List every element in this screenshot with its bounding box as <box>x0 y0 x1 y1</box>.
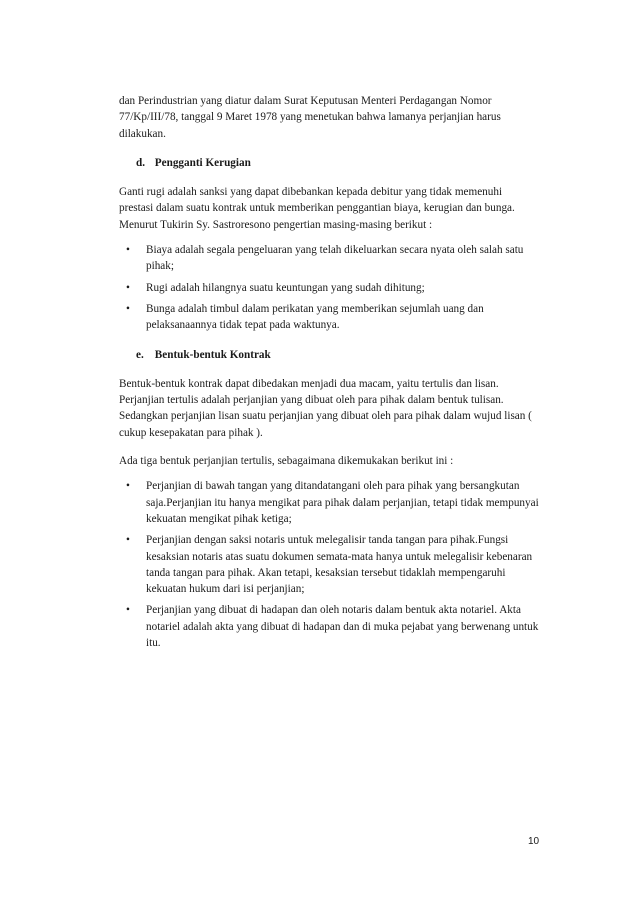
section-e-bullet-list <box>119 478 539 651</box>
paragraph-gap <box>119 441 539 453</box>
section-e-paragraph-2: Ada tiga bentuk perjanjian tertulis, sebagaimana dikemukakan berikut ini : <box>119 455 454 468</box>
list-item <box>119 478 539 527</box>
list-item-text: Biaya adalah segala pengeluaran yang telah dikeluarkan secara nyata oleh salah satu pihak; <box>146 244 524 273</box>
page-content <box>119 93 539 656</box>
section-d-paragraph: Ganti rugi adalah sanksi yang dapat dibebankan kepada debitur yang tidak memenuhi prestasi dalam suatu kontrak untuk memberikan penggantian biaya, kerugian dan bunga. Menurut Tukirin Sy. Sastroresono pengertian masing-masing berikut : <box>119 186 515 231</box>
list-item <box>119 602 539 651</box>
page-number: 10 <box>528 836 540 847</box>
list-item-text: Perjanjian dengan saksi notaris untuk melegalisir tanda tangan para pihak.Fungsi kesaksian notaris atas suatu dokumen semata-mata hanya untuk melegalisir kebenaran tanda tangan para pihak. Akan tetapi, kesaksian tersebut tidaklah mempengaruhi kekuatan hukum dari isi perjanjian; <box>146 534 533 596</box>
section-d-bullet-list <box>119 242 539 333</box>
section-d-heading <box>136 155 539 171</box>
bullet-icon: • <box>126 244 130 257</box>
list-item-text: Perjanjian yang dibuat di hadapan dan oleh notaris dalam bentuk akta notariel. Akta notariel adalah akta yang dibuat di hadapan dan di muka pejabat yang berwenang untuk itu. <box>146 604 539 650</box>
bullet-icon: • <box>126 302 130 315</box>
section-d-title: Pengganti Kerugian <box>154 156 251 169</box>
bullet-icon: • <box>126 604 130 617</box>
section-e-paragraph-1: Bentuk-bentuk kontrak dapat dibedakan menjadi dua macam, yaitu tertulis dan lisan. Perjanjian tertulis adalah perjanjian yang dibuat oleh para pihak dalam bentuk tulisan. Sedangkan perjanjian lisan suatu perjanjian yang dibuat oleh para pihak dalam wujud lisan ( cukup kesepakatan para pihak ). <box>119 377 532 439</box>
bullet-icon: • <box>126 480 130 493</box>
list-item-text: Perjanjian di bawah tangan yang ditandatangani oleh para pihak yang bersangkutan saja.Perjanjian itu hanya mengikat para pihak dalam perjanjian, tetapi tidak mempunyai kekuatan mengikat pihak ketiga; <box>146 480 539 525</box>
list-item <box>119 301 539 334</box>
list-item <box>119 242 539 275</box>
section-e-heading <box>136 347 539 363</box>
section-d-number: d. <box>136 156 146 169</box>
list-item <box>119 532 539 597</box>
list-item-text: Bunga adalah timbul dalam perikatan yang memberikan sejumlah uang dan pelaksanaannya tidak tepat pada waktunya. <box>146 302 484 332</box>
section-e-number: e. <box>136 348 144 361</box>
list-item <box>119 280 539 296</box>
list-item-text: Rugi adalah hilangnya suatu keuntungan yang sudah dihitung; <box>146 281 425 294</box>
bullet-icon: • <box>126 281 130 294</box>
bullet-icon: • <box>126 534 130 547</box>
section-e-title: Bentuk-bentuk Kontrak <box>154 348 271 361</box>
intro-paragraph: dan Perindustrian yang diatur dalam Surat Keputusan Menteri Perdagangan Nomor 77/Kp/III/78, tanggal 9 Maret 1978 yang menetukan bahwa lamanya perjanjian harus dilakukan. <box>119 95 501 140</box>
